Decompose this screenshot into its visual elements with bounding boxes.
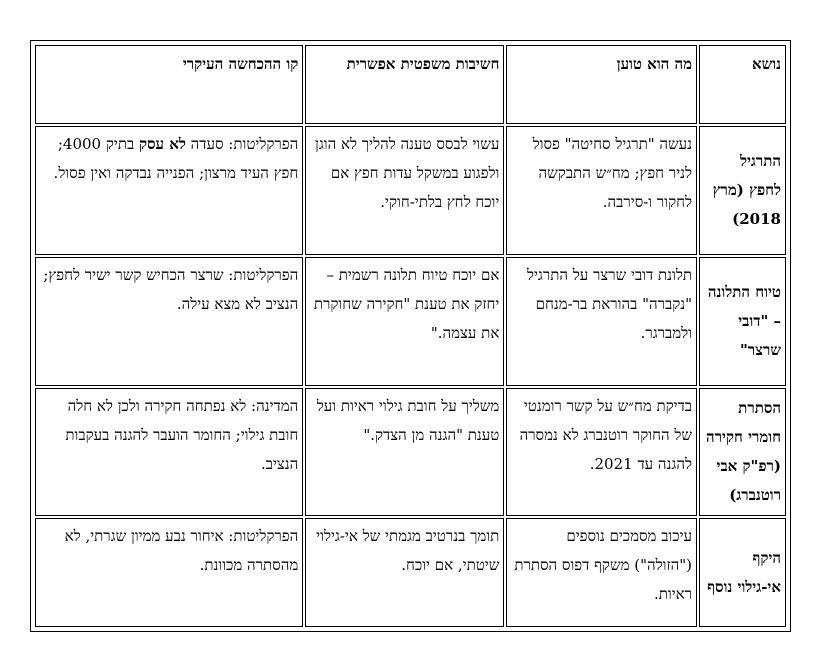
row-legal-significance: משליך על חובת גילוי ראיות ועל טענת "הגנה מן הצדק.": [305, 388, 504, 517]
denial-text-emphasis: לא עסק: [138, 135, 186, 153]
header-main-denial: קו ההכחשה העיקרי: [35, 45, 303, 124]
denial-text-start: הפרקליטות: סעדה: [185, 135, 299, 153]
row-legal-significance: אם יוכח טיוח תלונה רשמית – יחזק את טענת "חקירה שחוקרת את עצמה.": [305, 257, 504, 386]
row-main-denial: הפרקליטות: שרצר הכחיש קשר ישיר לחפץ; הנציב לא מצא עילה.: [35, 257, 303, 386]
header-topic: נושא: [699, 45, 786, 124]
table-row: [35, 126, 786, 255]
comparison-table-frame: [30, 40, 791, 632]
row-legal-significance: תומך בנרטיב מגמתי של אי-גילוי שיטתי, אם יוכח.: [305, 518, 504, 627]
row-claim: נעשה "תרגיל סחיטה" פסול לניר חפץ; מח״ש התבקשה לחקור ו-סירבה.: [506, 126, 697, 255]
header-claim: מה הוא טוען: [506, 45, 697, 124]
row-claim: בדיקת מח״ש על קשר רומנטי של החוקר רוטנברג לא נמסרה להגנה עד 2021.: [506, 388, 697, 517]
row-main-denial: הפרקליטות: איחור נבע ממיון שגרתי, לא מהסתרה מכוונת.: [35, 518, 303, 627]
denial-text-end: בתיק 4000; חפץ העיד מרצון; הפנייה נבדקה ואין פסול.: [53, 135, 299, 182]
row-claim: תלונת דובי שרצר על התרגיל "נקברה" בהוראת בר-מנחם ולמברגר.: [506, 257, 697, 386]
row-claim: עיכוב מסמכים נוספים ("הזולה") משקף דפוס הסתרת ראיות.: [506, 518, 697, 627]
row-topic: היקף אי-גילוי נוסף: [699, 518, 786, 627]
table-header-row: [35, 45, 786, 124]
row-main-denial: המדינה: לא נפתחה חקירה ולכן לא חלה חובת גילוי; החומר הועבר להגנה בעקבות הנציב.: [35, 388, 303, 517]
comparison-table: [33, 43, 788, 629]
table-row: [35, 257, 786, 386]
row-topic: הסתרת חומרי חקירה (רפ"ק אבי רוטנברג): [699, 388, 786, 517]
row-legal-significance: עשוי לבסס טענה להליך לא הוגן ולפגוע במשקל עדות חפץ אם יוכח לחץ בלתי-חוקי.: [305, 126, 504, 255]
header-legal-significance: חשיבות משפטית אפשרית: [305, 45, 504, 124]
table-row: [35, 388, 786, 517]
row-topic: התרגיל לחפץ (מרץ 2018): [699, 126, 786, 255]
row-topic: טיוח התלונה – "דובי שרצר": [699, 257, 786, 386]
table-row: [35, 518, 786, 627]
row-main-denial: [35, 126, 303, 255]
